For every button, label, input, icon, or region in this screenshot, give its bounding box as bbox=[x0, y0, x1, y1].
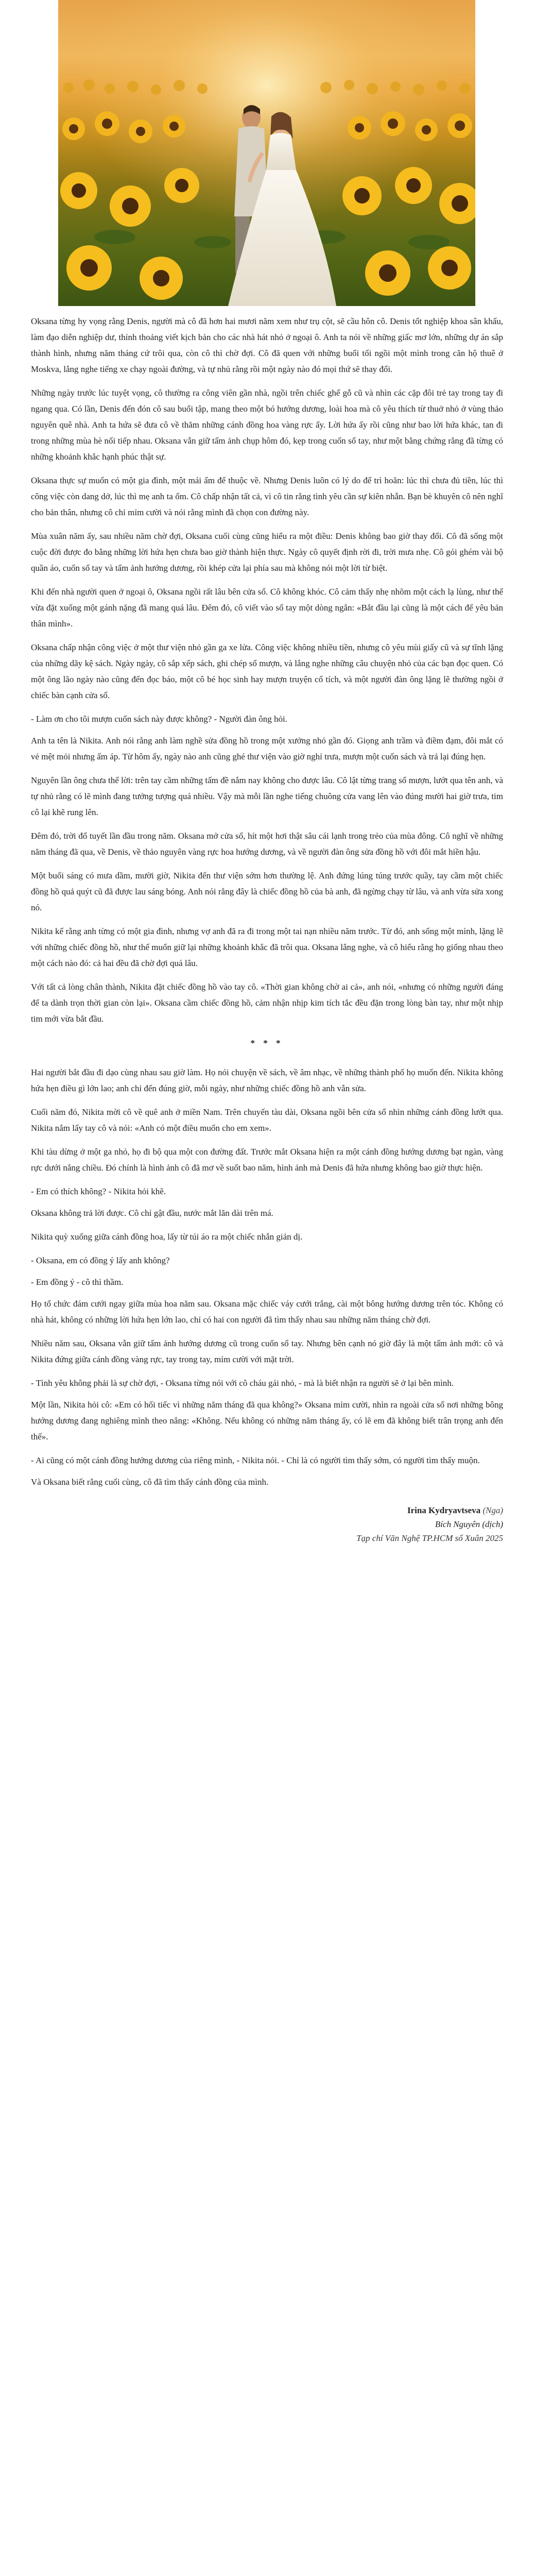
paragraph: Oksana thực sự muốn có một gia đình, một mái ấm để thuộc về. Nhưng Denis luôn có lý do để trì hoãn: lúc thì chưa đủ tiền, lúc thì công việc còn dang dở, lúc thì mẹ anh ta ốm. Cô chấp nhận tất cả, vì cô tin rằng tình yêu cần sự kiên nhẫn. Bạn bè khuyên cô nên nghĩ cho bản thân, nhưng cô chỉ mỉm cười và nói rằng mình đã chọn con đường này. bbox=[31, 476, 503, 517]
hero-image bbox=[58, 0, 475, 306]
article-body bbox=[31, 313, 503, 1545]
dialogue-line: - Em có thích không? - Nikita hỏi khẽ. bbox=[31, 1187, 166, 1196]
paragraph: Nikita quỳ xuống giữa cánh đồng hoa, lấy từ túi áo ra một chiếc nhẫn giản dị. bbox=[31, 1232, 303, 1242]
paragraph: Hai người bắt đầu đi dạo cùng nhau sau giờ làm. Họ nói chuyện về sách, về âm nhạc, về những thành phố họ muốn đến. Nikita không hứa hẹn điều gì lớn lao; anh chỉ đến đúng giờ, mỗi ngày, như những chiếc đồng hồ anh vẫn sửa. bbox=[31, 1067, 503, 1093]
sunflower-field-illustration bbox=[58, 0, 475, 306]
source-credit: Tạp chí Văn Nghệ TP.HCM số Xuân 2025 bbox=[356, 1533, 503, 1543]
translator-credit: Bích Nguyên (dịch) bbox=[435, 1519, 503, 1529]
paragraph: Anh ta tên là Nikita. Anh nói rằng anh làm nghề sửa đồng hồ trong một xưởng nhỏ gần đó. Giọng anh trầm và điềm đạm, đôi mắt có vẻ mệt mỏi nhưng ấm áp. Từ hôm ấy, ngày nào anh cũng ghé thư viện vào giờ nghỉ trưa, mượn một cuốn sách và trả lại đúng hẹn. bbox=[31, 736, 503, 761]
paragraph: Oksana chấp nhận công việc ở một thư viện nhỏ gần ga xe lửa. Công việc không nhiều tiền, nhưng cô yêu mùi giấy cũ và sự tĩnh lặng của những dãy kệ sách. Ngày ngày, cô sắp xếp sách, ghi chép sổ mượn, và lắng nghe những câu chuyện nhỏ của các bạn đọc quen. Có một ông lão ngày nào cũng đến đọc báo, một cô bé học sinh hay mượn truyện cổ tích, và một người đàn ông lặng lẽ thường ngồi ở chiếc bàn cạnh cửa sổ. bbox=[31, 642, 503, 700]
paragraph: Đêm đó, trời đổ tuyết lần đầu trong năm. Oksana mở cửa sổ, hít một hơi thật sâu cái lạnh trong trẻo của mùa đông. Cô nghĩ về những năm tháng đã qua, về Denis, về thảo nguyên vàng rực hoa hướng dương, và về người đàn ông sửa đồng hồ với đôi mắt hiền hậu. bbox=[31, 831, 503, 857]
author-country: (Nga) bbox=[483, 1505, 503, 1515]
paragraph: Với tất cả lòng chân thành, Nikita đặt chiếc đồng hồ vào tay cô. «Thời gian không chờ ai cả», anh nói, «nhưng có những người đáng để ta dành trọn thời gian còn lại». Oksana cầm chiếc đồng hồ, cảm nhận nhịp kim tích tắc đều đặn trong lòng bàn tay, như một nhịp tim mới vừa bắt đầu. bbox=[31, 982, 503, 1024]
author-block bbox=[31, 1503, 503, 1545]
paragraph: Nhiều năm sau, Oksana vẫn giữ tấm ảnh hướng dương cũ trong cuốn sổ tay. Nhưng bên cạnh nó giờ đây là một tấm ảnh mới: cô và Nikita đứng giữa cánh đồng vàng rực, tay trong tay, mỉm cười với mặt trời. bbox=[31, 1338, 503, 1364]
author-line bbox=[31, 1503, 503, 1517]
paragraph: Nikita kể rằng anh từng có một gia đình, nhưng vợ anh đã ra đi trong một tai nạn nhiều năm trước. Từ đó, anh sống một mình, lặng lẽ với những chiếc đồng hồ, như thể muốn giữ lại những khoảnh khắc đã trôi qua. Oksana lắng nghe, và cô hiểu rằng họ giống nhau theo một cách nào đó: cả hai đều đã chờ đợi quá lâu. bbox=[31, 926, 503, 968]
author-name: Irina Kydryavtseva bbox=[407, 1505, 481, 1515]
paragraph: Cuối năm đó, Nikita mời cô về quê anh ở miền Nam. Trên chuyến tàu dài, Oksana ngồi bên cửa sổ nhìn những cánh đồng lướt qua. Nikita nắm lấy tay cô và nói: «Anh có một điều muốn cho em xem». bbox=[31, 1107, 503, 1133]
paragraph: Nguyên lần ông chưa thể lời: trên tay cầm những tấm đề nắm nay không cho được lâu. Cô lật từng trang sổ mượn, lướt qua tên anh, và tự nhủ rằng có lẽ mình đang tưởng tượng quá nhiều. Vậy mà mỗi lần nghe tiếng chuông cửa vang lên vào đúng mười hai giờ trưa, tim cô lại khẽ rung lên. bbox=[31, 775, 503, 817]
dialogue-line: - Làm ơn cho tôi mượn cuốn sách này được không? - Người đàn ông hỏi. bbox=[31, 714, 287, 724]
section-separator: * * * bbox=[250, 1038, 284, 1048]
paragraph: Và Oksana biết rằng cuối cùng, cô đã tìm thấy cánh đồng của mình. bbox=[31, 1477, 269, 1487]
paragraph: Mùa xuân năm ấy, sau nhiều năm chờ đợi, Oksana cuối cùng cũng hiểu ra một điều: Denis không bao giờ thay đổi. Cô đã sống một cuộc đời được đo bằng những lời hứa hẹn chưa bao giờ thành hiện thực. Ngày cô quyết định rời đi, trời mưa nhẹ. Cô gói ghém vài bộ quần áo, cuốn sổ tay và tấm ảnh hướng dương, rồi khép cửa lại phía sau mà không nói một lời từ biệt. bbox=[31, 531, 503, 573]
dialogue-line: - Oksana, em có đồng ý lấy anh không? bbox=[31, 1256, 170, 1265]
dialogue-line: - Ai cũng có một cánh đồng hướng dương của riêng mình, - Nikita nói. - Chỉ là có người tìm thấy sớm, có người tìm thấy muộn. bbox=[31, 1455, 480, 1465]
paragraph: Một buổi sáng có mưa dầm, mười giờ, Nikita đến thư viện sớm hơn thường lệ. Anh đứng lúng túng trước quầy, tay cầm một chiếc đồng hồ quả quýt cũ đã được lau sáng bóng. Anh nói rằng đây là chiếc đồng hồ của bà anh, đã ngừng chạy từ lâu, và anh vừa sửa xong nó. bbox=[31, 871, 503, 912]
paragraph: Họ tổ chức đám cưới ngay giữa mùa hoa năm sau. Oksana mặc chiếc váy cưới trắng, cài một bông hướng dương trên tóc. Không có nhà hát, không có những lời hứa hẹn lớn lao, chỉ có hai con người đã tìm thấy nhau sau những năm tháng chờ đợi. bbox=[31, 1299, 503, 1325]
paragraph: Khi tàu dừng ở một ga nhỏ, họ đi bộ qua một con đường đất. Trước mắt Oksana hiện ra một cánh đồng hướng dương bạt ngàn, vàng rực dưới nắng chiều. Đó chính là hình ảnh cô đã mơ về suốt bao năm, hình ảnh mà Denis đã hứa nhưng không bao giờ thực hiện. bbox=[31, 1147, 503, 1173]
paragraph: Oksana từng hy vọng rằng Denis, người mà cô đã hơn hai mươi năm xem như trụ cột, sẽ cầu hôn cô. Denis tốt nghiệp khoa sân khấu, làm đạo diễn nghiệp dư, thỉnh thoảng viết kịch bản cho các nhà hát nhỏ ở ngoại ô. Anh ta nói về những giấc mơ lớn, những dự án sắp thành hình, nhưng năm tháng cứ trôi qua, còn cô thì chờ đợi. Cô đã quen với những buổi tối ngồi một mình trong căn hộ thuê ở Moskva, lắng nghe tiếng xe chạy ngoài đường, và tự nhủ rằng rồi một ngày nào đó mọi thứ sẽ thay đổi. bbox=[31, 316, 503, 374]
dialogue-line: - Em đồng ý - cô thì thầm. bbox=[31, 1277, 124, 1287]
paragraph: Khi đến nhà người quen ở ngoại ô, Oksana ngồi rất lâu bên cửa sổ. Cô không khóc. Cô cảm thấy nhẹ nhõm một cách lạ lùng, như thể vừa đặt xuống một gánh nặng đã mang quá lâu. Đêm đó, cô viết vào sổ tay một dòng ngắn: «Bắt đầu lại cũng là một cách để yêu bản thân mình». bbox=[31, 587, 503, 629]
paragraph: Oksana không trả lời được. Cô chỉ gật đầu, nước mắt lăn dài trên má. bbox=[31, 1208, 273, 1218]
paragraph: Một lần, Nikita hỏi cô: «Em có hối tiếc vì những năm tháng đã qua không?» Oksana mỉm cười, nhìn ra ngoài cửa sổ nơi những bông hướng dương đang nghiêng mình theo nắng: «Không. Nếu không có những năm tháng ấy, có lẽ em đã không biết trân trọng anh đến thế». bbox=[31, 1400, 503, 1442]
paragraph: Những ngày trước lúc tuyệt vọng, cô thường ra công viên gần nhà, ngồi trên chiếc ghế gỗ cũ và nhìn các cặp đôi trẻ tay trong tay đi ngang qua. Có lần, Denis đến đón cô sau buổi tập, mang theo một bó hướng dương, loài hoa mà cô yêu thích từ thuở nhỏ ở vùng thảo nguyên quê nhà. Anh ta hứa sẽ đưa cô về thăm những cánh đồng hoa vàng rực ấy. Lời hứa ấy rồi cũng như bao lời hứa khác, tan đi trong những mùa hè nối tiếp nhau. Oksana vẫn giữ tấm ảnh chụp hôm đó, kẹp trong cuốn sổ tay, như một bằng chứng rằng đã từng có những khoảnh khắc hạnh phúc thật sự. bbox=[31, 388, 503, 462]
dialogue-line: - Tình yêu không phải là sự chờ đợi, - Oksana từng nói với cô cháu gái nhỏ, - mà là biết nhận ra người sẽ ở lại bên mình. bbox=[31, 1378, 454, 1388]
